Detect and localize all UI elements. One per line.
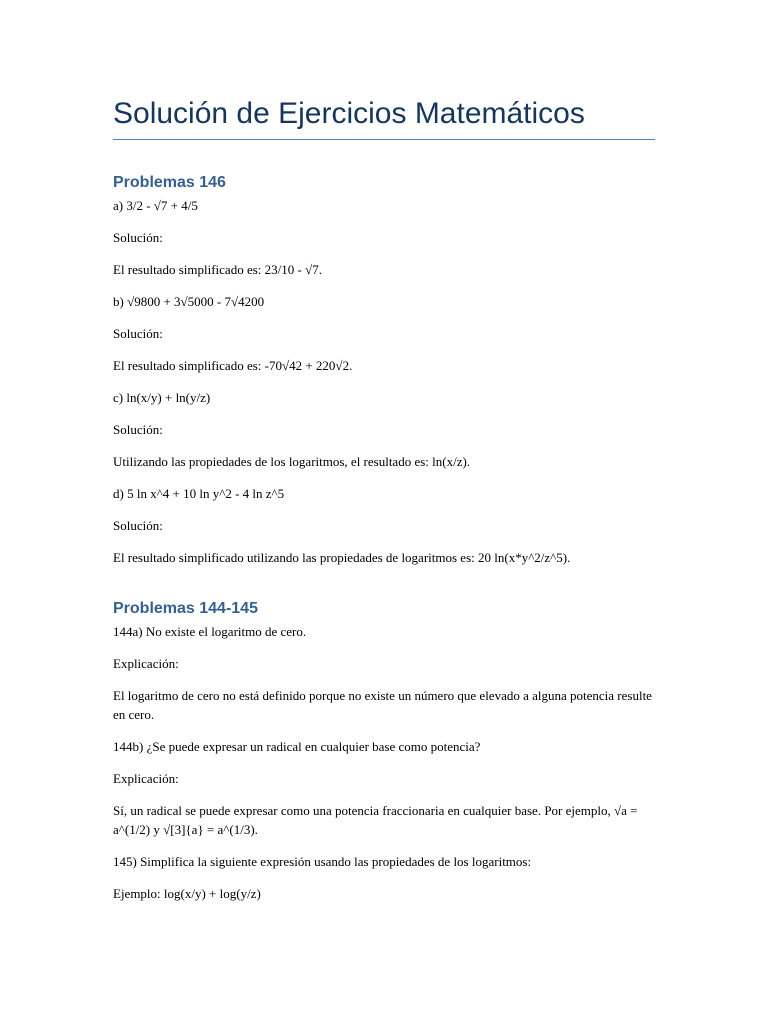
section-paragraphs: [113, 196, 655, 567]
example-text: Ejemplo: log(x/y) + log(y/z): [113, 886, 261, 901]
solution-label: Solución:: [113, 422, 163, 437]
section-heading: Problemas 146: [113, 174, 226, 191]
explanation-text: El logaritmo de cero no está definido porque no existe un número que elevado a alguna potencia resulte en cero.: [113, 688, 652, 722]
problem-statement: 144a) No existe el logaritmo de cero.: [113, 624, 307, 639]
section-problemas-144-145: [113, 599, 655, 903]
solution-label: Solución:: [113, 518, 163, 533]
problem-statement: 145) Simplifica la siguiente expresión usando las propiedades de los logaritmos:: [113, 854, 532, 869]
solution-label: Solución:: [113, 230, 163, 245]
document-body: [113, 94, 655, 903]
problem-statement: 144b) ¿Se puede expresar un radical en cualquier base como potencia?: [113, 739, 481, 754]
problem-statement: b) √9800 + 3√5000 - 7√4200: [113, 294, 265, 309]
problem-statement: a) 3/2 - √7 + 4/5: [113, 198, 198, 213]
document-title: Solución de Ejercicios Matemáticos: [113, 94, 655, 140]
explanation-label: Explicación:: [113, 771, 179, 786]
solution-text: El resultado simplificado es: -70√42 + 220√2.: [113, 358, 353, 373]
solution-label: Solución:: [113, 326, 163, 341]
section-heading: Problemas 144-145: [113, 600, 258, 617]
solution-text: El resultado simplificado es: 23/10 - √7.: [113, 262, 322, 277]
problem-statement: c) ln(x/y) + ln(y/z): [113, 390, 211, 405]
section-paragraphs: [113, 622, 655, 903]
section-problemas-146: [113, 173, 655, 567]
solution-text: El resultado simplificado utilizando las propiedades de logaritmos es: 20 ln(x*y^2/z^5).: [113, 550, 571, 565]
solution-text: Utilizando las propiedades de los logaritmos, el resultado es: ln(x/z).: [113, 454, 471, 469]
explanation-text: Sí, un radical se puede expresar como una potencia fraccionaria en cualquier base. Por ejemplo, √a = a^(1/2) y √[3]{a} = a^(1/3).: [113, 803, 638, 837]
explanation-label: Explicación:: [113, 656, 179, 671]
problem-statement: d) 5 ln x^4 + 10 ln y^2 - 4 ln z^5: [113, 486, 285, 501]
